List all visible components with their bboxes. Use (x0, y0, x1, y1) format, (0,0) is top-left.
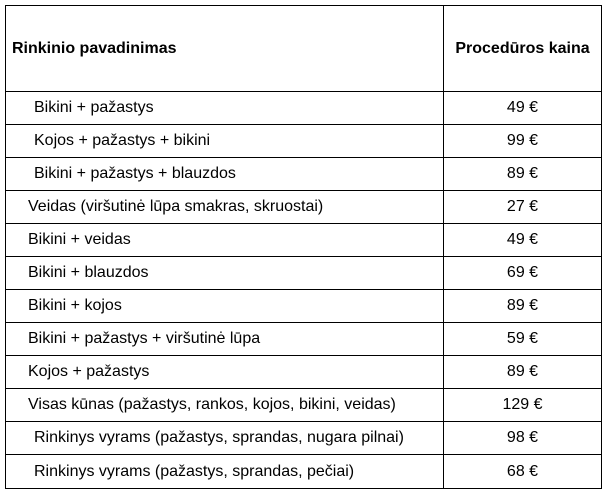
table-header-row (6, 6, 602, 92)
package-price: 49 € (444, 92, 602, 125)
package-name: Bikini + veidas (6, 224, 444, 257)
package-name: Bikini + blauzdos (6, 257, 444, 290)
package-price: 69 € (444, 257, 602, 290)
package-price: 89 € (444, 158, 602, 191)
table-row (6, 158, 602, 191)
package-price: 89 € (444, 290, 602, 323)
package-name: Bikini + kojos (6, 290, 444, 323)
table-row (6, 389, 602, 422)
package-price: 68 € (444, 455, 602, 489)
table-row (6, 290, 602, 323)
table-row (6, 191, 602, 224)
package-name: Bikini + pažastys (6, 92, 444, 125)
table-row (6, 92, 602, 125)
table-row (6, 455, 602, 489)
package-name: Visas kūnas (pažastys, rankos, kojos, bikini, veidas) (6, 389, 444, 422)
package-price: 98 € (444, 422, 602, 455)
price-table (5, 5, 602, 489)
table-row (6, 422, 602, 455)
package-price: 27 € (444, 191, 602, 224)
package-name: Rinkinys vyrams (pažastys, sprandas, nugara pilnai) (6, 422, 444, 455)
table-row (6, 356, 602, 389)
package-name: Bikini + pažastys + blauzdos (6, 158, 444, 191)
package-price: 89 € (444, 356, 602, 389)
package-name: Kojos + pažastys + bikini (6, 125, 444, 158)
table-row (6, 224, 602, 257)
package-price: 129 € (444, 389, 602, 422)
table-row (6, 125, 602, 158)
table-row (6, 323, 602, 356)
package-price: 99 € (444, 125, 602, 158)
package-name: Kojos + pažastys (6, 356, 444, 389)
header-package-name: Rinkinio pavadinimas (6, 6, 444, 92)
table-row (6, 257, 602, 290)
package-price: 59 € (444, 323, 602, 356)
package-name: Veidas (viršutinė lūpa smakras, skruostai) (6, 191, 444, 224)
package-name: Rinkinys vyrams (pažastys, sprandas, pečiai) (6, 455, 444, 489)
header-procedure-price: Procedūros kaina (444, 6, 602, 92)
package-name: Bikini + pažastys + viršutinė lūpa (6, 323, 444, 356)
package-price: 49 € (444, 224, 602, 257)
